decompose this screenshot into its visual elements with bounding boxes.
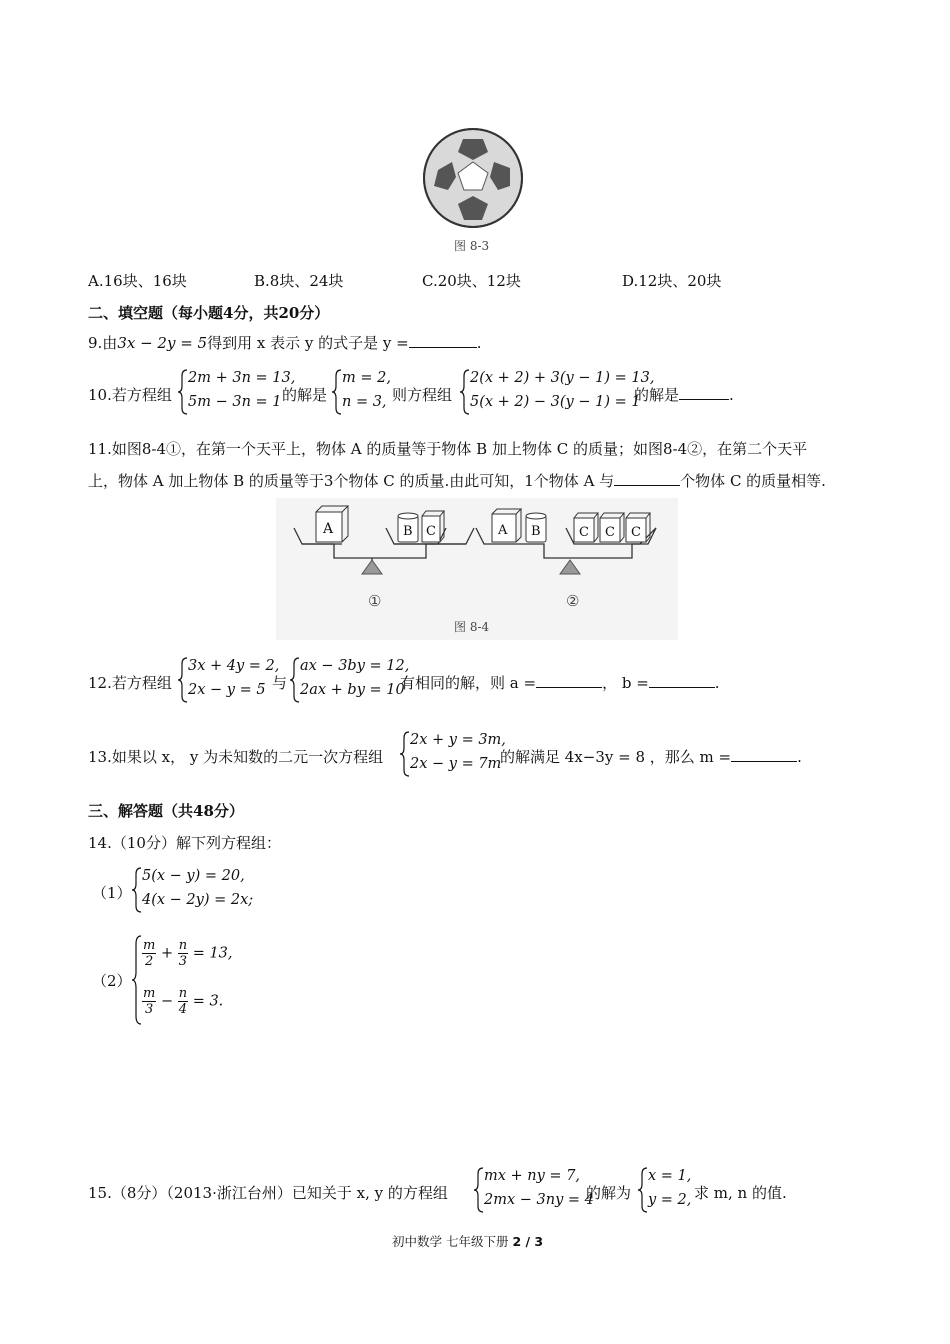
question-12-prefix: 12.若方程组 — [88, 674, 172, 692]
q10-system-1: 2m + 3n = 13, 5m − 3n = 1 — [178, 368, 288, 416]
question-9: 9.由3x − 2y = 5得到用 x 表示 y 的式子是 y = . — [88, 334, 482, 352]
question-11-line-2: 上，物体 A 加上物体 B 的质量等于3个物体 C 的质量.由此可知，1个物体 A 与 个物体 C 的质量相等. — [88, 472, 826, 490]
question-15-prefix: 15.（8分）（2013·浙江台州）已知关于 x, y 的方程组 — [88, 1184, 448, 1202]
footer-text: 初中数学 七年级下册 — [392, 1234, 509, 1249]
svg-text:A: A — [498, 523, 508, 538]
answer-blank — [731, 747, 797, 762]
section-title-solutions: 三、解答题（共48分） — [88, 802, 244, 820]
page-number: 2 / 3 — [512, 1234, 544, 1249]
option-a: A.16块、16块 — [88, 272, 187, 290]
answer-blank-a — [536, 673, 602, 688]
q14-system-2: $\frac{m}{2}$ + $\frac{n}{3}$ = 13, $\frac{m}{3}$ − $\frac{n}{4}$ = 3. — [132, 934, 252, 1026]
svg-text:B: B — [403, 524, 413, 539]
q10-system-3: 2(x + 2) + 3(y − 1) = 13, 5(x + 2) − 3(y − 1) = 1 — [460, 368, 632, 416]
svg-text:C: C — [605, 525, 615, 540]
answer-blank — [409, 333, 477, 348]
q15-system-1: mx + ny = 7, 2mx − 3ny = 4 — [474, 1166, 584, 1214]
balance-scales-figure — [276, 498, 678, 640]
soccer-ball-figure — [418, 122, 528, 257]
q12-system-1: 3x + 4y = 2, 2x − y = 5 — [178, 656, 274, 704]
question-13-prefix: 13.如果以 x， y 为未知数的二元一次方程组 — [88, 748, 384, 766]
svg-text:C: C — [426, 524, 436, 539]
svg-text:C: C — [631, 525, 641, 540]
q12-system-2: ax − 3by = 12, 2ax + by = 10 — [290, 656, 398, 704]
option-d: D.12块、20块 — [622, 272, 722, 290]
svg-text:图 8-4: 图 8-4 — [454, 620, 490, 634]
question-11-line-1: 11.如图8-4①，在第一个天平上，物体 A 的质量等于物体 B 加上物体 C 的质量；如图8-4②，在第二个天平 — [88, 440, 808, 458]
question-10-prefix: 10.若方程组 — [88, 386, 172, 404]
question-14-title: 14.（10分）解下列方程组： — [88, 834, 281, 852]
svg-text:A: A — [323, 521, 334, 537]
page-footer — [392, 1232, 543, 1250]
question-12-end: 有相同的解，则 a = ， b = . — [400, 674, 720, 692]
question-13-end: 的解满足 4x−3y = 8 ，那么 m = . — [500, 748, 802, 766]
q15-system-2: x = 1, y = 2, — [638, 1166, 692, 1214]
svg-text:C: C — [579, 525, 589, 540]
answer-blank — [614, 471, 680, 486]
option-b: B.8块、24块 — [254, 272, 344, 290]
question-10-end: 的解是 . — [634, 386, 734, 404]
q14-system-1: 5(x − y) = 20, 4(x − 2y) = 2x; — [132, 866, 252, 914]
answer-blank-b — [649, 673, 715, 688]
question-15-end: 求 m, n 的值. — [694, 1184, 787, 1202]
q10-system-2: m = 2, n = 3, — [332, 368, 392, 416]
svg-text:①: ① — [368, 592, 382, 610]
svg-text:B: B — [531, 524, 541, 539]
section-title-fill-in: 二、填空题（每小题4分，共20分） — [88, 304, 330, 322]
figure-caption-8-3: 图 8-3 — [454, 239, 490, 253]
answer-blank — [679, 385, 729, 400]
svg-text:②: ② — [566, 592, 580, 610]
option-c: C.20块、12块 — [422, 272, 521, 290]
q13-system: 2x + y = 3m, 2x − y = 7m — [400, 730, 500, 778]
